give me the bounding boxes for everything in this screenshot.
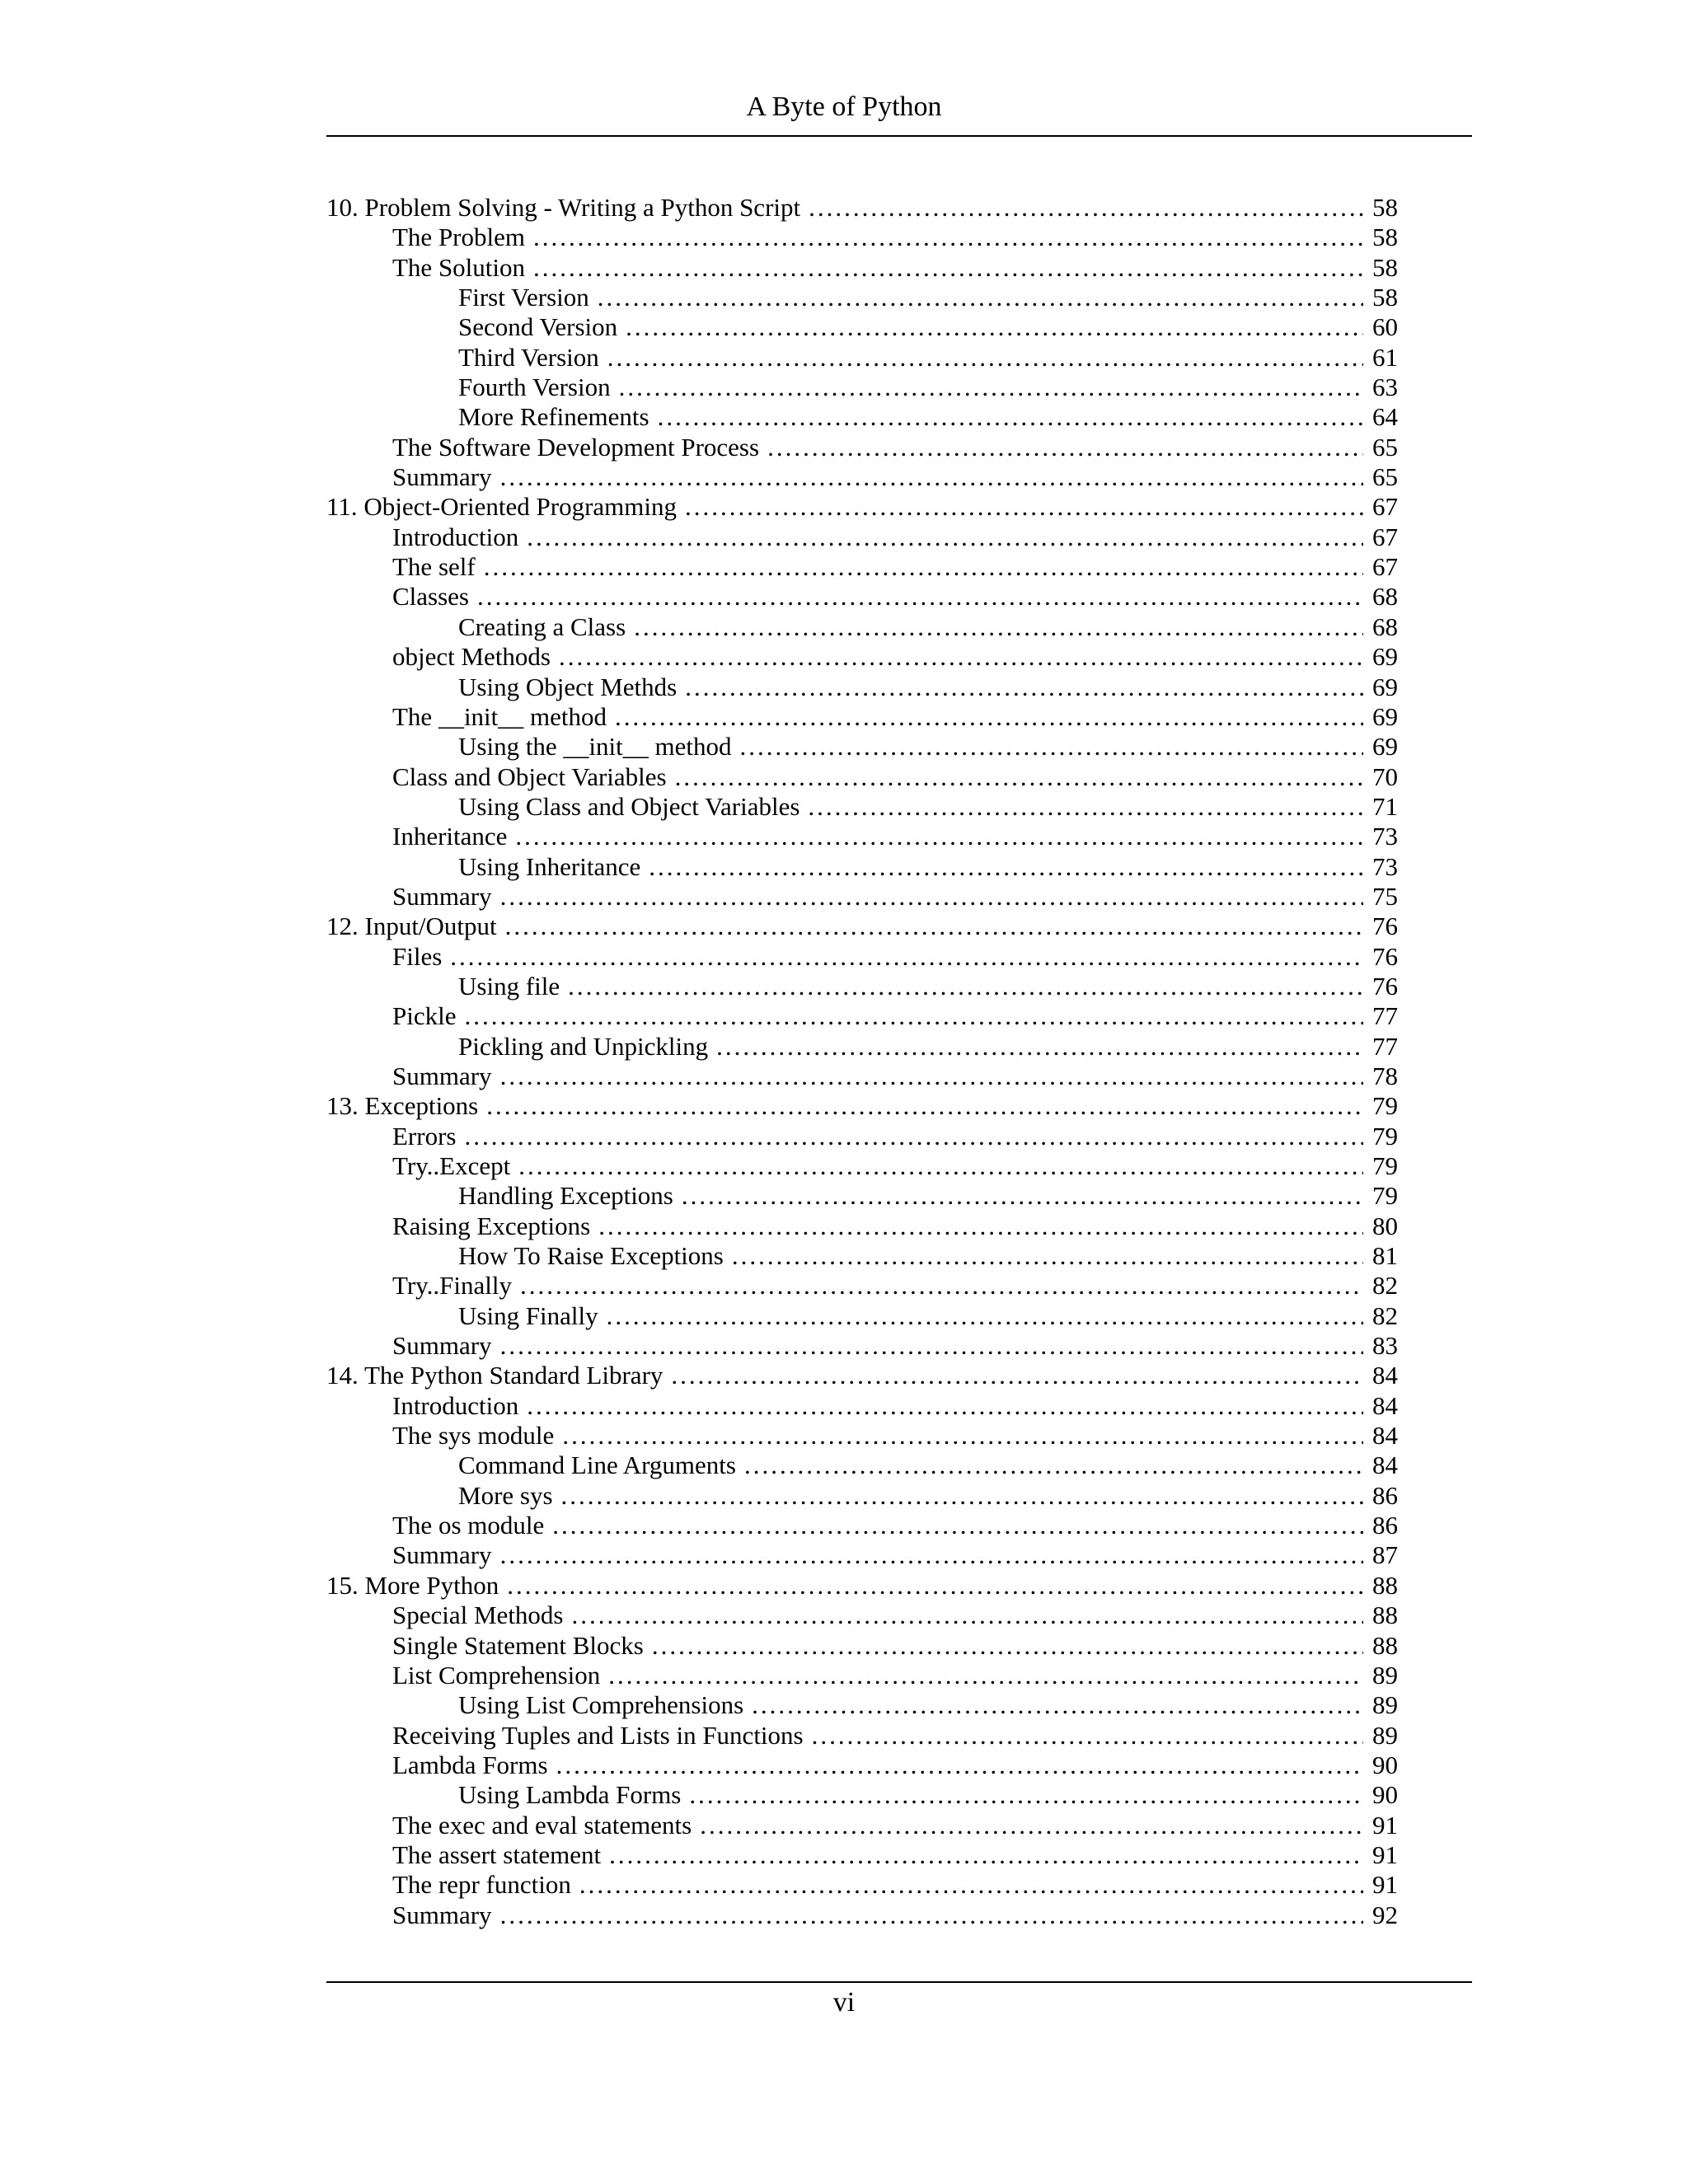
toc-entry-title: Using Inheritance <box>458 851 641 881</box>
toc-entry-title: The sys module <box>392 1421 555 1451</box>
toc-entry[interactable] <box>326 1091 1398 1121</box>
toc-entry[interactable] <box>326 1511 1398 1540</box>
toc-entry[interactable] <box>326 1001 1398 1031</box>
toc-entry-title: Errors <box>392 1121 457 1151</box>
toc-entry[interactable] <box>326 223 1398 252</box>
toc-entry[interactable] <box>326 852 1398 882</box>
toc-entry[interactable] <box>326 283 1398 312</box>
toc-entry-page-number: 68 <box>1372 612 1398 641</box>
toc-dot-leader <box>675 762 1363 792</box>
toc-dot-leader <box>559 642 1363 672</box>
toc-entry[interactable] <box>326 1571 1398 1601</box>
toc-entry[interactable] <box>326 702 1398 732</box>
toc-entry-page-number: 80 <box>1372 1211 1398 1240</box>
toc-entry-page-number: 60 <box>1372 312 1398 342</box>
toc-dot-leader <box>568 972 1363 1001</box>
toc-entry[interactable] <box>326 732 1398 762</box>
toc-dot-leader <box>608 1661 1363 1690</box>
toc-dot-leader <box>552 1511 1363 1540</box>
toc-entry[interactable] <box>326 972 1398 1001</box>
toc-entry[interactable] <box>326 762 1398 792</box>
toc-entry-page-number: 81 <box>1372 1241 1398 1271</box>
toc-dot-leader <box>649 852 1363 882</box>
toc-entry[interactable] <box>326 1361 1398 1390</box>
toc-dot-leader <box>505 912 1363 941</box>
toc-entry-page-number: 86 <box>1372 1511 1398 1540</box>
toc-entry[interactable] <box>326 822 1398 851</box>
toc-dot-leader <box>464 1122 1363 1151</box>
toc-entry-title: Receiving Tuples and Lists in Functions <box>392 1720 804 1750</box>
toc-entry-title: How To Raise Exceptions <box>458 1241 724 1271</box>
toc-entry[interactable] <box>326 1661 1398 1690</box>
toc-entry[interactable] <box>326 1062 1398 1091</box>
toc-entry-page-number: 86 <box>1372 1480 1398 1510</box>
toc-dot-leader <box>716 1032 1363 1062</box>
toc-entry[interactable] <box>326 1481 1398 1511</box>
toc-dot-leader <box>556 1750 1363 1780</box>
toc-entry-title: Second Version <box>458 312 618 342</box>
toc-dot-leader <box>607 1301 1363 1331</box>
toc-entry-title: The self <box>392 552 476 582</box>
toc-entry-title: First Version <box>458 283 589 312</box>
toc-entry[interactable] <box>326 433 1398 462</box>
toc-entry-title: The repr function <box>392 1870 571 1900</box>
toc-dot-leader <box>533 223 1363 252</box>
toc-entry-title: 10. Problem Solving - Writing a Python Script <box>326 193 801 222</box>
toc-entry[interactable] <box>326 1540 1398 1570</box>
toc-entry-title: Using Class and Object Variables <box>458 791 800 821</box>
toc-entry[interactable] <box>326 1212 1398 1241</box>
toc-dot-leader <box>671 1361 1363 1390</box>
toc-entry-title: 14. The Python Standard Library <box>326 1361 663 1390</box>
toc-entry-title: Summary <box>392 462 492 492</box>
toc-entry-page-number: 58 <box>1372 223 1398 252</box>
toc-entry[interactable] <box>326 1690 1398 1720</box>
toc-entry[interactable] <box>326 1811 1398 1840</box>
toc-entry-page-number: 58 <box>1372 193 1398 222</box>
toc-entry-page-number: 75 <box>1372 881 1398 911</box>
toc-entry[interactable] <box>326 642 1398 672</box>
page-number: vi <box>832 1987 856 2018</box>
toc-entry-title: The Problem <box>392 223 525 252</box>
toc-entry[interactable] <box>326 1780 1398 1810</box>
toc-entry[interactable] <box>326 792 1398 822</box>
toc-entry[interactable] <box>326 1032 1398 1062</box>
toc-entry-page-number: 92 <box>1372 1900 1398 1929</box>
toc-entry[interactable] <box>326 402 1398 432</box>
toc-entry-page-number: 88 <box>1372 1601 1398 1630</box>
toc-entry[interactable] <box>326 552 1398 582</box>
toc-entry[interactable] <box>326 343 1398 373</box>
toc-entry-title: Classes <box>392 582 469 612</box>
toc-entry-title: Introduction <box>392 1390 519 1420</box>
toc-entry[interactable] <box>326 1840 1398 1870</box>
toc-dot-leader <box>740 732 1363 762</box>
toc-dot-leader <box>685 492 1363 522</box>
toc-dot-leader <box>658 402 1363 432</box>
page-header-title: A Byte of Python <box>746 91 942 122</box>
toc-entry-page-number: 84 <box>1372 1361 1398 1390</box>
toc-dot-leader <box>685 673 1363 702</box>
toc-entry-title: Using Finally <box>458 1301 598 1330</box>
toc-entry-title: The Solution <box>392 252 526 282</box>
toc-entry-title: The os module <box>392 1511 545 1540</box>
toc-entry-title: 15. More Python <box>326 1570 499 1600</box>
toc-entry-title: Try..Except <box>392 1151 511 1180</box>
toc-dot-leader <box>561 1481 1363 1511</box>
toc-entry-page-number: 78 <box>1372 1061 1398 1090</box>
toc-entry-title: Creating a Class <box>458 612 626 641</box>
toc-entry-page-number: 88 <box>1372 1570 1398 1600</box>
toc-entry-title: Handling Exceptions <box>458 1181 673 1211</box>
toc-dot-leader <box>598 1212 1363 1241</box>
toc-dot-leader <box>500 882 1363 912</box>
toc-entry-title: Command Line Arguments <box>458 1451 736 1480</box>
toc-dot-leader <box>652 1631 1363 1661</box>
toc-dot-leader <box>477 582 1363 612</box>
toc-entry-title: Pickling and Unpickling <box>458 1031 709 1061</box>
toc-entry[interactable] <box>326 942 1398 972</box>
toc-entry-title: More Refinements <box>458 402 649 432</box>
toc-dot-leader <box>465 1001 1364 1031</box>
toc-dot-leader <box>744 1451 1363 1480</box>
toc-entry-title: The assert statement <box>392 1840 602 1869</box>
toc-entry[interactable] <box>326 523 1398 552</box>
toc-entry[interactable] <box>326 1301 1398 1331</box>
toc-dot-leader <box>809 193 1363 223</box>
toc-entry[interactable] <box>326 1451 1398 1480</box>
toc-entry-title: More sys <box>458 1480 553 1510</box>
toc-dot-leader <box>572 1601 1364 1630</box>
toc-entry[interactable] <box>326 1870 1398 1900</box>
toc-dot-leader <box>619 373 1363 402</box>
toc-entry-page-number: 83 <box>1372 1331 1398 1361</box>
toc-entry-title: List Comprehension <box>392 1660 601 1690</box>
toc-dot-leader <box>752 1690 1363 1720</box>
toc-dot-leader <box>507 1571 1363 1601</box>
toc-dot-leader <box>700 1811 1363 1840</box>
table-of-contents <box>326 193 1398 1930</box>
toc-entry[interactable] <box>326 582 1398 612</box>
toc-entry[interactable] <box>326 612 1398 642</box>
toc-dot-leader <box>626 312 1363 342</box>
toc-entry-title: Summary <box>392 1900 492 1929</box>
toc-dot-leader <box>500 1540 1363 1570</box>
toc-dot-leader <box>450 942 1363 972</box>
toc-entry-title: The exec and eval statements <box>392 1810 692 1840</box>
toc-entry[interactable] <box>326 373 1398 402</box>
toc-entry-page-number: 67 <box>1372 552 1398 582</box>
toc-dot-leader <box>609 1840 1363 1870</box>
toc-entry-page-number: 69 <box>1372 701 1398 731</box>
toc-entry-page-number: 84 <box>1372 1421 1398 1451</box>
toc-entry[interactable] <box>326 1151 1398 1181</box>
toc-entry[interactable] <box>326 673 1398 702</box>
toc-entry-title: Try..Finally <box>392 1271 512 1301</box>
toc-entry-page-number: 61 <box>1372 342 1398 372</box>
toc-entry-title: Files <box>392 941 443 971</box>
toc-entry-title: Summary <box>392 1331 492 1361</box>
toc-dot-leader <box>500 462 1363 492</box>
toc-dot-leader <box>533 253 1363 283</box>
toc-entry-page-number: 76 <box>1372 912 1398 941</box>
toc-dot-leader <box>484 552 1363 582</box>
toc-entry-page-number: 65 <box>1372 432 1398 462</box>
toc-entry-page-number: 73 <box>1372 851 1398 881</box>
toc-entry-page-number: 67 <box>1372 522 1398 551</box>
toc-entry[interactable] <box>326 1601 1398 1630</box>
toc-dot-leader <box>527 523 1363 552</box>
toc-entry-page-number: 69 <box>1372 642 1398 672</box>
toc-entry-page-number: 73 <box>1372 822 1398 851</box>
toc-dot-leader <box>808 792 1363 822</box>
toc-dot-leader <box>598 283 1363 312</box>
toc-entry-title: Summary <box>392 1061 492 1090</box>
toc-dot-leader <box>527 1391 1363 1421</box>
toc-entry-page-number: 79 <box>1372 1121 1398 1151</box>
toc-entry[interactable] <box>326 253 1398 283</box>
toc-entry-page-number: 71 <box>1372 791 1398 821</box>
toc-entry-page-number: 65 <box>1372 462 1398 492</box>
toc-entry[interactable] <box>326 1181 1398 1211</box>
toc-entry-title: Raising Exceptions <box>392 1211 591 1240</box>
toc-dot-leader <box>689 1780 1363 1810</box>
toc-entry-page-number: 58 <box>1372 283 1398 312</box>
toc-dot-leader <box>732 1241 1363 1271</box>
toc-entry-page-number: 89 <box>1372 1660 1398 1690</box>
toc-entry[interactable] <box>326 882 1398 912</box>
toc-entry-title: Using List Comprehensions <box>458 1690 744 1720</box>
toc-entry-title: 11. Object-Oriented Programming <box>326 492 677 522</box>
toc-entry-page-number: 76 <box>1372 941 1398 971</box>
toc-entry-page-number: 69 <box>1372 732 1398 762</box>
toc-entry-title: Summary <box>392 1540 492 1570</box>
toc-entry-page-number: 70 <box>1372 762 1398 791</box>
toc-dot-leader <box>515 822 1363 851</box>
toc-entry-page-number: 77 <box>1372 1001 1398 1031</box>
toc-dot-leader <box>486 1091 1363 1121</box>
toc-entry-title: Using Lambda Forms <box>458 1780 682 1810</box>
toc-dot-leader <box>500 1900 1363 1930</box>
toc-entry-page-number: 89 <box>1372 1720 1398 1750</box>
toc-entry-page-number: 67 <box>1372 492 1398 522</box>
toc-entry-page-number: 79 <box>1372 1151 1398 1180</box>
toc-entry-page-number: 88 <box>1372 1630 1398 1660</box>
toc-entry[interactable] <box>326 1331 1398 1361</box>
toc-entry-page-number: 68 <box>1372 582 1398 612</box>
toc-entry[interactable] <box>326 492 1398 522</box>
toc-entry[interactable] <box>326 1421 1398 1451</box>
toc-entry-title: The __init__ method <box>392 701 607 731</box>
toc-dot-leader <box>500 1062 1363 1091</box>
toc-dot-leader <box>812 1721 1363 1750</box>
toc-entry-title: Single Statement Blocks <box>392 1630 644 1660</box>
toc-entry-title: Fourth Version <box>458 373 611 402</box>
toc-entry-page-number: 91 <box>1372 1870 1398 1900</box>
toc-entry-page-number: 69 <box>1372 672 1398 701</box>
toc-entry-page-number: 91 <box>1372 1840 1398 1869</box>
toc-entry-title: Using the __init__ method <box>458 732 732 762</box>
toc-dot-leader <box>634 612 1363 642</box>
toc-entry-title: Introduction <box>392 522 519 551</box>
toc-entry[interactable] <box>326 1122 1398 1151</box>
toc-entry[interactable] <box>326 1241 1398 1271</box>
toc-entry-page-number: 63 <box>1372 373 1398 402</box>
toc-entry-title: object Methods <box>392 642 551 672</box>
toc-entry[interactable] <box>326 1900 1398 1930</box>
toc-entry-title: Class and Object Variables <box>392 762 667 791</box>
toc-entry-page-number: 82 <box>1372 1271 1398 1301</box>
toc-entry[interactable] <box>326 1750 1398 1780</box>
footer-rule <box>326 1981 1472 1983</box>
toc-entry[interactable] <box>326 1721 1398 1750</box>
toc-entry-page-number: 79 <box>1372 1091 1398 1121</box>
toc-dot-leader <box>500 1331 1363 1361</box>
toc-entry-page-number: 77 <box>1372 1031 1398 1061</box>
toc-dot-leader <box>518 1151 1363 1181</box>
toc-entry-title: Using Object Methds <box>458 672 678 701</box>
toc-entry[interactable] <box>326 912 1398 941</box>
toc-entry[interactable] <box>326 1631 1398 1661</box>
toc-entry-page-number: 58 <box>1372 252 1398 282</box>
toc-dot-leader <box>562 1421 1363 1451</box>
toc-entry-title: Summary <box>392 881 492 911</box>
toc-entry-title: Pickle <box>392 1001 457 1031</box>
toc-entry-title: 13. Exceptions <box>326 1091 479 1121</box>
toc-entry-page-number: 64 <box>1372 402 1398 432</box>
toc-entry-title: Lambda Forms <box>392 1750 548 1779</box>
toc-entry-title: Using file <box>458 971 560 1001</box>
toc-dot-leader <box>682 1181 1363 1211</box>
toc-entry[interactable] <box>326 193 1398 223</box>
toc-entry-title: Third Version <box>458 342 599 372</box>
toc-entry-page-number: 90 <box>1372 1780 1398 1810</box>
toc-entry-page-number: 90 <box>1372 1750 1398 1779</box>
toc-entry-page-number: 76 <box>1372 971 1398 1001</box>
toc-entry-title: Inheritance <box>392 822 508 851</box>
toc-entry-title: Special Methods <box>392 1601 564 1630</box>
toc-entry-page-number: 79 <box>1372 1181 1398 1211</box>
toc-entry[interactable] <box>326 462 1398 492</box>
toc-entry-page-number: 84 <box>1372 1451 1398 1480</box>
toc-dot-leader <box>520 1271 1363 1301</box>
toc-entry-page-number: 84 <box>1372 1390 1398 1420</box>
toc-dot-leader <box>615 702 1363 732</box>
toc-entry[interactable] <box>326 312 1398 342</box>
header-rule <box>326 135 1472 137</box>
toc-entry-page-number: 91 <box>1372 1810 1398 1840</box>
toc-dot-leader <box>607 343 1363 373</box>
toc-entry-title: 12. Input/Output <box>326 912 497 941</box>
toc-entry-page-number: 87 <box>1372 1540 1398 1570</box>
toc-entry[interactable] <box>326 1391 1398 1421</box>
toc-entry-title: The Software Development Process <box>392 432 760 462</box>
toc-entry-page-number: 82 <box>1372 1301 1398 1330</box>
toc-dot-leader <box>767 433 1363 462</box>
toc-dot-leader <box>579 1870 1363 1900</box>
toc-entry[interactable] <box>326 1271 1398 1301</box>
toc-entry-page-number: 89 <box>1372 1690 1398 1720</box>
